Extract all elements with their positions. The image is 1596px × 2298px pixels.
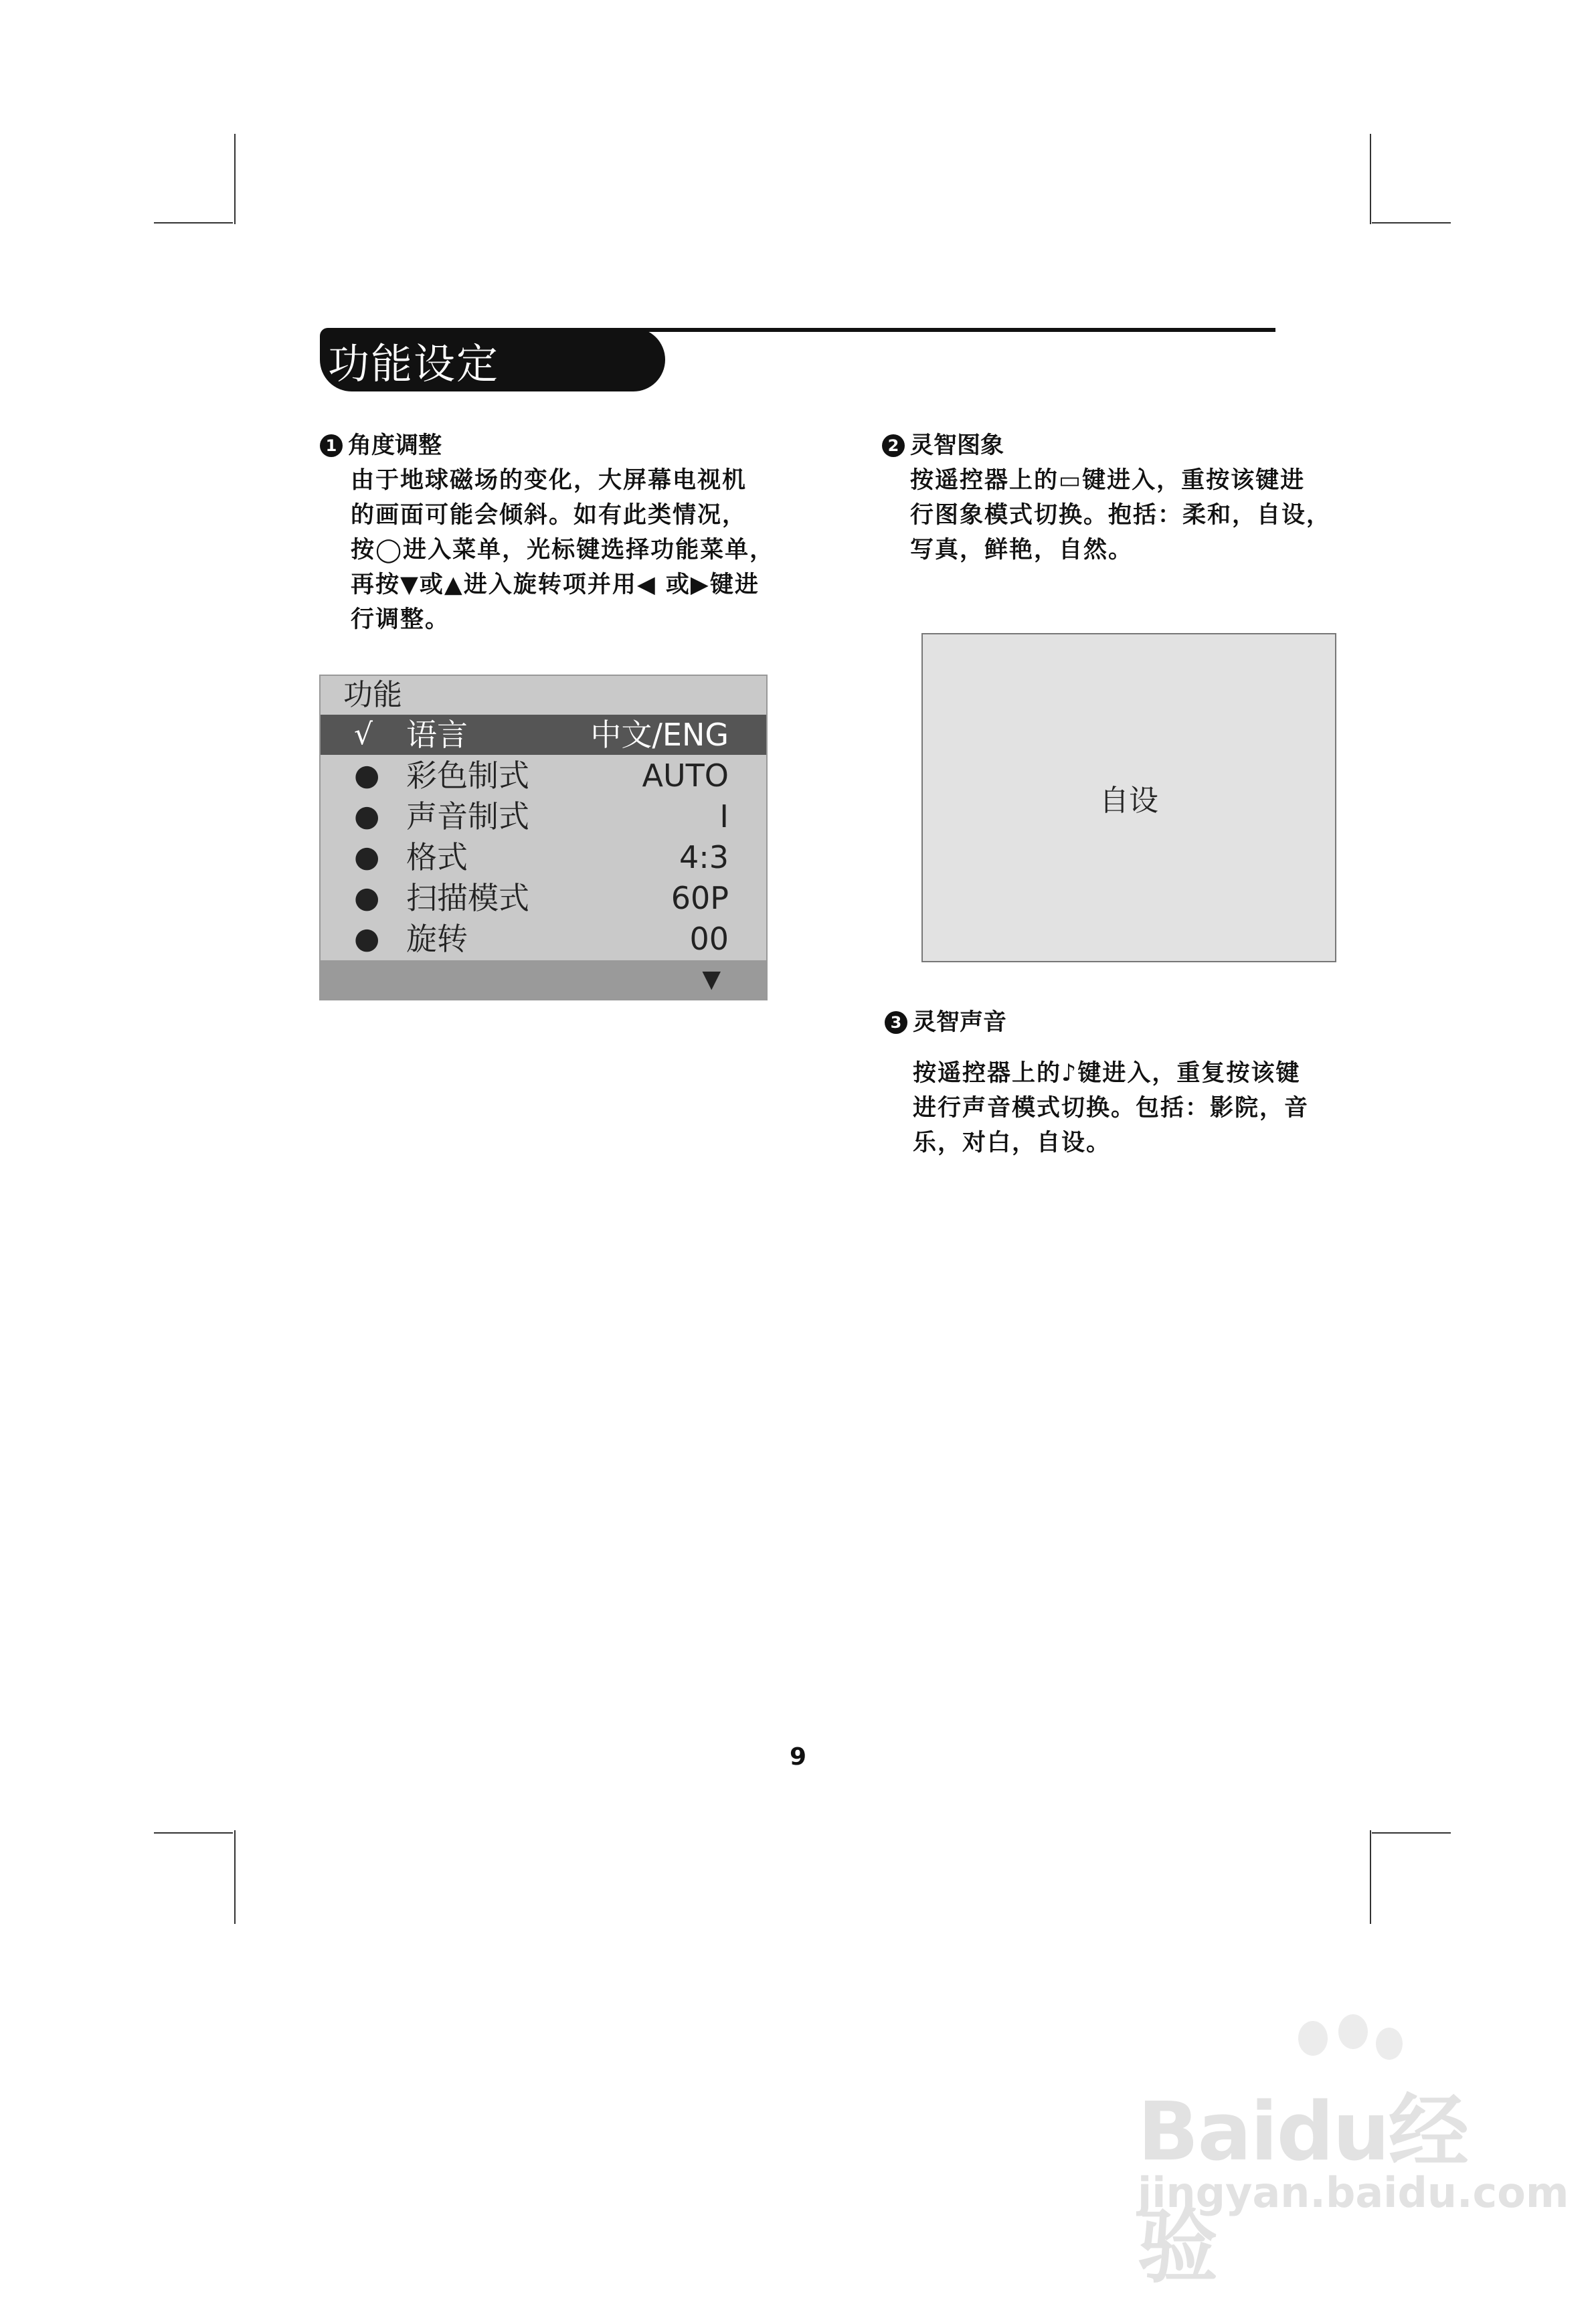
bullet-icon: ● xyxy=(354,758,380,792)
menu-row-label: 彩色制式 xyxy=(406,758,529,794)
paw-icon xyxy=(1376,2028,1403,2060)
number-badge-icon: 2 xyxy=(882,434,905,457)
crop-mark-tr-h xyxy=(1372,222,1451,224)
section-smart-sound xyxy=(885,1005,1393,1160)
watermark-url: jingyan.baidu.com xyxy=(1138,2168,1569,2217)
section-heading xyxy=(882,428,1391,463)
paw-icon xyxy=(1298,2021,1328,2056)
check-icon: √ xyxy=(354,717,373,752)
menu-row-label: 旋转 xyxy=(406,921,468,957)
crop-mark-bl-v xyxy=(234,1830,236,1924)
menu-row-value: 4:3 xyxy=(679,839,729,875)
bullet-icon: ● xyxy=(354,840,380,874)
watermark-brand: Baidu经验 xyxy=(1138,2086,1468,2294)
number-badge-icon: 1 xyxy=(320,434,343,457)
heading-text: 角度调整 xyxy=(348,432,442,459)
heading-text: 灵智图象 xyxy=(910,432,1004,459)
preview-mode-label: 自设 xyxy=(1099,784,1158,818)
menu-row-sound-system[interactable] xyxy=(321,796,766,836)
title-pill xyxy=(320,328,665,391)
section-heading xyxy=(320,428,828,463)
crop-mark-tl-v xyxy=(234,134,236,224)
heading-text: 灵智声音 xyxy=(913,1009,1007,1036)
page-number: 9 xyxy=(789,1743,807,1771)
picture-mode-preview xyxy=(921,633,1336,962)
crop-mark-tl-h xyxy=(154,222,233,224)
menu-row-value: 60P xyxy=(671,880,729,916)
section-smart-picture xyxy=(882,428,1391,567)
menu-footer xyxy=(321,960,766,999)
menu-row-scan-mode[interactable] xyxy=(321,878,766,918)
section-body: 按遥控器上的▭键进入，重按该键进 行图象模式切换。抱括：柔和，自设， 写真，鲜艳，自然。 xyxy=(910,467,1332,563)
menu-row-label: 扫描模式 xyxy=(406,880,529,916)
crop-mark-bl-h xyxy=(154,1832,233,1834)
menu-row-label: 声音制式 xyxy=(406,798,529,834)
section-body: 由于地球磁场的变化，大屏幕电视机 的画面可能会倾斜。如有此类情况， 按◯进入菜单，光标键选择功能菜单， 再按▼或▲进入旋转项并用◀ 或▶键进 行调整。 xyxy=(351,467,775,633)
menu-row-language[interactable] xyxy=(321,715,766,755)
function-menu-osd xyxy=(319,675,768,1000)
crop-mark-tr-v xyxy=(1370,134,1371,224)
menu-row-value: 00 xyxy=(689,921,729,957)
menu-row-rotation[interactable] xyxy=(321,919,766,959)
bullet-icon: ● xyxy=(354,799,380,833)
number-badge-icon: 3 xyxy=(885,1011,907,1034)
section-title-bar xyxy=(320,328,1275,391)
menu-row-label: 格式 xyxy=(406,839,468,875)
watermark xyxy=(1138,2021,1569,2294)
section-angle xyxy=(320,428,828,637)
menu-title: 功能 xyxy=(343,678,402,712)
section-heading xyxy=(885,1005,1393,1040)
paw-icon xyxy=(1338,2014,1368,2049)
crop-mark-br-h xyxy=(1372,1832,1451,1834)
bullet-icon: ● xyxy=(354,921,380,956)
menu-row-value: AUTO xyxy=(642,758,729,794)
crop-mark-br-v xyxy=(1370,1830,1371,1924)
menu-row-format[interactable] xyxy=(321,837,766,877)
section-body: 按遥控器上的♪键进入，重复按该键 进行声音模式切换。包括：影院，音 乐，对白，自设。 xyxy=(913,1060,1310,1156)
menu-row-label: 语言 xyxy=(406,717,468,753)
title-rule xyxy=(588,328,1275,332)
menu-row-color-system[interactable] xyxy=(321,756,766,796)
arrow-down-icon[interactable]: ▼ xyxy=(702,966,721,993)
bullet-icon: ● xyxy=(354,881,380,915)
menu-row-value: 中文/ENG xyxy=(590,717,729,753)
page-title: 功能设定 xyxy=(328,339,500,388)
menu-row-value: I xyxy=(719,798,729,834)
